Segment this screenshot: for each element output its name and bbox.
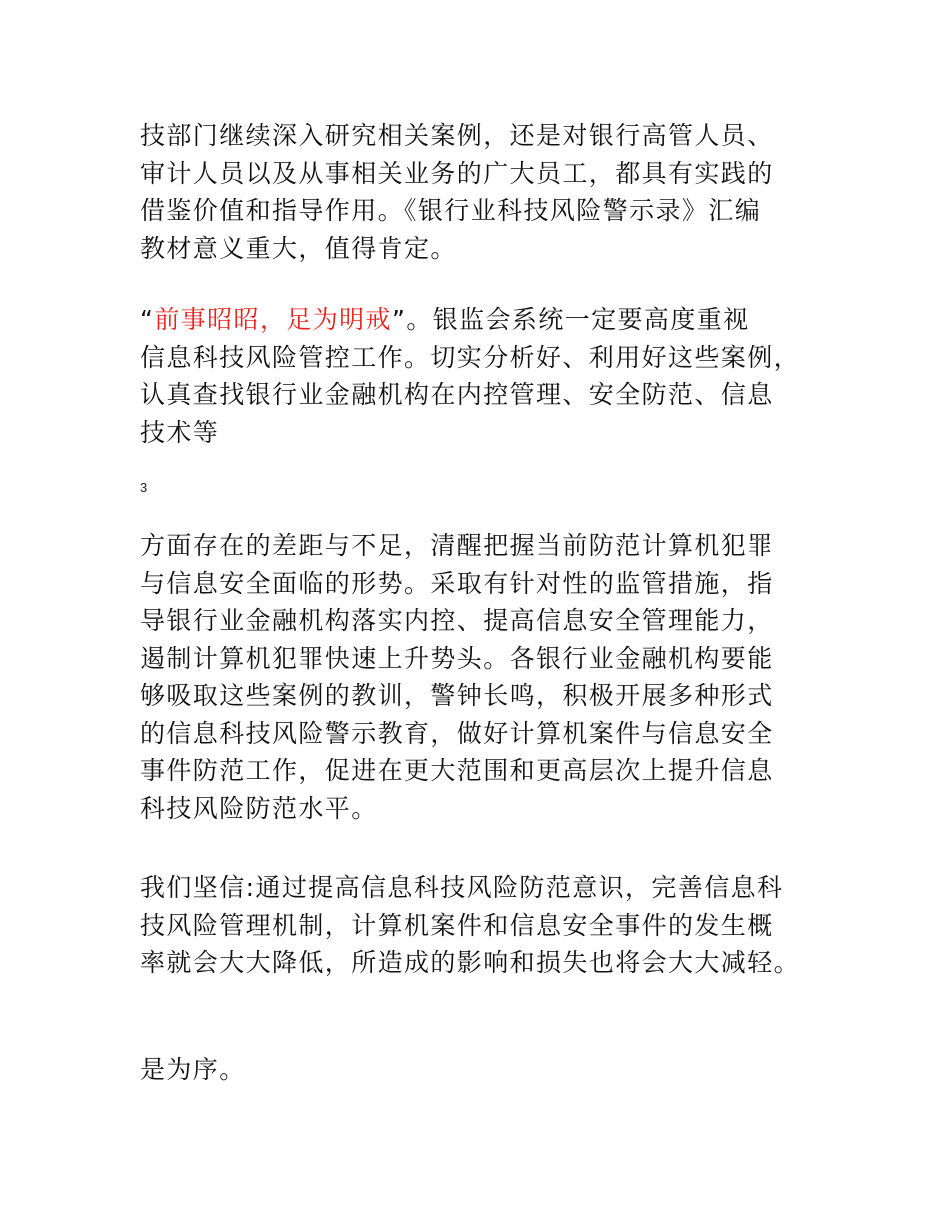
paragraph-3 — [140, 527, 820, 827]
paragraph-line: 我们坚信:通过提高信息科技风险防范意识，完善信息科 — [140, 873, 784, 902]
closing-text: 是为序。 — [140, 1055, 246, 1084]
paragraph-line — [140, 301, 820, 339]
paragraph-line: 事件防范工作，促进在更大范围和更高层次上提升信息 — [140, 756, 774, 785]
paragraph-line: 技部门继续深入研究相关案例，还是对银行高管人员、 — [140, 121, 774, 150]
paragraph-2 — [140, 301, 820, 451]
paragraph-line: 借鉴价值和指导作用。《银行业科技风险警示录》汇编 — [140, 196, 762, 225]
paragraph-4 — [140, 869, 820, 982]
paragraph-1 — [140, 117, 820, 267]
paragraph-line: 率就会大大降低，所造成的影响和损失也将会大大减轻。 — [140, 948, 801, 977]
paragraph-line: 认真查找银行业金融机构在内控管理、安全防范、信息 — [140, 380, 774, 409]
quote-open: “ — [140, 305, 155, 334]
page-number: 3 — [140, 480, 148, 495]
closing-line — [140, 1051, 820, 1089]
paragraph-line: 教材意义重大，值得肯定。 — [140, 233, 457, 263]
paragraph-line: 审计人员以及从事相关业务的广大员工，都具有实践的 — [140, 158, 774, 188]
paragraph-line: 技术等 — [140, 417, 220, 447]
paragraph-line: 的信息科技风险警示教育，做好计算机案件与信息安全 — [140, 718, 774, 748]
paragraph-line: 与信息安全面临的形势。采取有针对性的监管措施，指 — [140, 568, 774, 598]
paragraph-line: 方面存在的差距与不足，清醒把握当前防范计算机犯罪 — [140, 531, 774, 560]
paragraph-line: 信息科技风险管控工作。切实分析好、利用好这些案例， — [140, 342, 801, 372]
paragraph-line: 技风险管理机制，计算机案件和信息安全事件的发生概 — [140, 910, 774, 940]
highlighted-quote: 前事昭昭，足为明戒 — [154, 305, 392, 334]
paragraph-line: 科技风险防范水平。 — [140, 793, 378, 823]
quote-rest: ”。银监会系统一定要高度重视 — [391, 305, 750, 334]
paragraph-line: 遏制计算机犯罪快速上升势头。各银行业金融机构要能 — [140, 643, 774, 673]
paragraph-line: 够吸取这些案例的教训，警钟长鸣，积极开展多种形式 — [140, 681, 774, 710]
paragraph-line: 导银行业金融机构落实内控、提高信息安全管理能力， — [140, 606, 774, 635]
